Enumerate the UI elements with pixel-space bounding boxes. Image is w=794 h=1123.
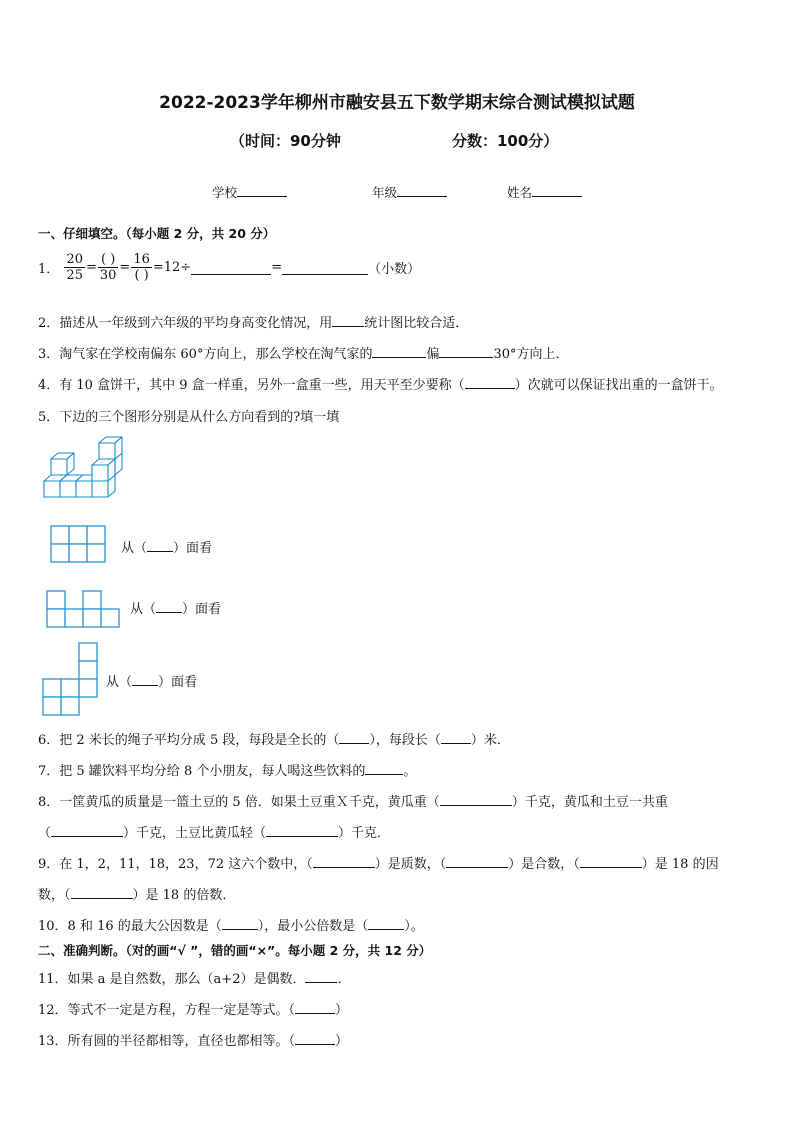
- view-cell: [51, 526, 69, 544]
- view-cell: [47, 591, 65, 609]
- exam-score: 分数：100分）: [452, 132, 559, 150]
- cube-front-face: [76, 481, 92, 497]
- question-8-line-1: 8．一筐黄瓜的质量是一篮土豆的 5 倍．如果土豆重Ｘ千克，黄瓜重（ ）千克，黄瓜和土豆一共重: [38, 791, 668, 810]
- section1-heading: 一、仔细填空。（每小题 2 分，共 20 分）: [38, 226, 276, 241]
- cube-front-face: [51, 459, 67, 475]
- q5-view-3-blank[interactable]: [132, 671, 158, 686]
- view-cell: [65, 609, 83, 627]
- q5-view-2-label: 从（ ）面看: [130, 598, 221, 617]
- view-cell: [51, 544, 69, 562]
- view-cell: [83, 591, 101, 609]
- view-cell: [69, 544, 87, 562]
- q12-blank[interactable]: [295, 999, 335, 1014]
- school-label: 学校: [212, 185, 238, 200]
- q5-view-3-grid: [43, 643, 97, 715]
- cube-front-face: [99, 443, 115, 459]
- q1-number: 1．: [38, 262, 60, 277]
- question-3: 3．淘气家在学校南偏东 60°方向上，那么学校在淘气家的 偏 30°方向上．: [38, 343, 569, 362]
- q5-view-1-grid: [51, 526, 105, 562]
- view-cell: [87, 526, 105, 544]
- q10-blank-2[interactable]: [368, 915, 404, 930]
- q1-fraction-3[interactable]: $\frac{16}{( )}$: [133, 252, 150, 283]
- q5-view-2-blank[interactable]: [156, 598, 182, 613]
- question-12: 12．等式不一定是方程，方程一定是等式。（ ）: [38, 999, 348, 1018]
- cube-front-face: [44, 481, 60, 497]
- question-11: 11．如果 a 是自然数，那么（a+2）是偶数． ．: [38, 968, 351, 987]
- question-9-line-1: 9．在 1，2，11，18，23，72 这六个数中，（ ）是质数，（ ）是合数，（ ）是 18 的因: [38, 853, 719, 872]
- cube-front-face: [92, 481, 108, 497]
- view-cell: [43, 697, 61, 715]
- view-cell: [79, 661, 97, 679]
- question-10: 10．8 和 16 的最大公因数是（ ），最小公倍数是（ ）。: [38, 915, 424, 934]
- q8-blank-2[interactable]: [51, 822, 123, 837]
- name-label: 姓名: [507, 185, 533, 200]
- view-cell: [61, 697, 79, 715]
- q5-view-2-grid: [47, 591, 119, 627]
- q5-view-1-label: 从（ ）面看: [121, 537, 212, 556]
- view-cell: [43, 679, 61, 697]
- q9-blank-1[interactable]: [313, 853, 375, 868]
- q5-view-3-label: 从（ ）面看: [106, 671, 197, 690]
- q6-blank-1[interactable]: [339, 729, 369, 744]
- question-1: 1． $\frac{20}{25}$ = $\frac{( )}{30}$ = $\frac{16}{( )}$ =12÷ = （小数）: [38, 252, 421, 283]
- cube-front-face: [92, 465, 108, 481]
- view-cell: [101, 609, 119, 627]
- view-cell: [83, 609, 101, 627]
- question-2: 2．描述从一年级到六年级的平均身高变化情况，用 统计图比较合适．: [38, 312, 468, 331]
- view-cell: [79, 643, 97, 661]
- q8-blank-3[interactable]: [266, 822, 338, 837]
- section2-heading: 二、准确判断。（对的画“√ ”，错的画“×”。每小题 2 分，共 12 分）: [38, 943, 432, 958]
- question-13: 13．所有圆的半径都相等，直径也都相等。（ ）: [38, 1030, 348, 1049]
- q9-blank-2[interactable]: [446, 853, 508, 868]
- view-cell: [61, 679, 79, 697]
- exam-time: （时间：90分钟: [230, 132, 341, 150]
- grade-label: 年级: [372, 185, 398, 200]
- question-4: 4．有 10 盒饼干，其中 9 盒一样重，另外一盒重一些，用天平至少要称（ ）次就可以保证找出重的一盒饼干。: [38, 374, 723, 393]
- question-5: 5．下边的三个图形分别是从什么方向看到的?填一填: [38, 410, 340, 425]
- q9-blank-3[interactable]: [580, 853, 642, 868]
- view-cell: [47, 609, 65, 627]
- q7-blank[interactable]: [365, 760, 403, 775]
- cube-front-face: [60, 481, 76, 497]
- q1-fraction-2[interactable]: $\frac{( )}{30}$: [99, 252, 117, 283]
- q6-blank-2[interactable]: [441, 729, 471, 744]
- view-cell: [79, 679, 97, 697]
- q1-fraction-1: $\frac{20}{25}$: [66, 252, 83, 283]
- q10-blank-1[interactable]: [222, 915, 258, 930]
- q8-blank-1[interactable]: [440, 791, 512, 806]
- view-cell: [69, 526, 87, 544]
- page-title: 2022-2023学年柳州市融安县五下数学期末综合测试模拟试题: [159, 93, 635, 113]
- q13-blank[interactable]: [295, 1030, 335, 1045]
- question-8-line-2: （ ）千克，土豆比黄瓜轻（ ）千克．: [38, 822, 390, 841]
- question-7: 7．把 5 罐饮料平均分给 8 个小朋友，每人喝这些饮料的 。: [38, 760, 416, 779]
- q5-view-1-blank[interactable]: [147, 537, 173, 552]
- question-9-line-2: 数，（ ）是 18 的倍数．: [38, 884, 235, 903]
- question-6: 6．把 2 米长的绳子平均分成 5 段，每段是全长的（ ），每段长（ ）米．: [38, 729, 510, 748]
- q11-blank[interactable]: [305, 968, 337, 983]
- view-cell: [87, 544, 105, 562]
- q9-blank-4[interactable]: [71, 884, 133, 899]
